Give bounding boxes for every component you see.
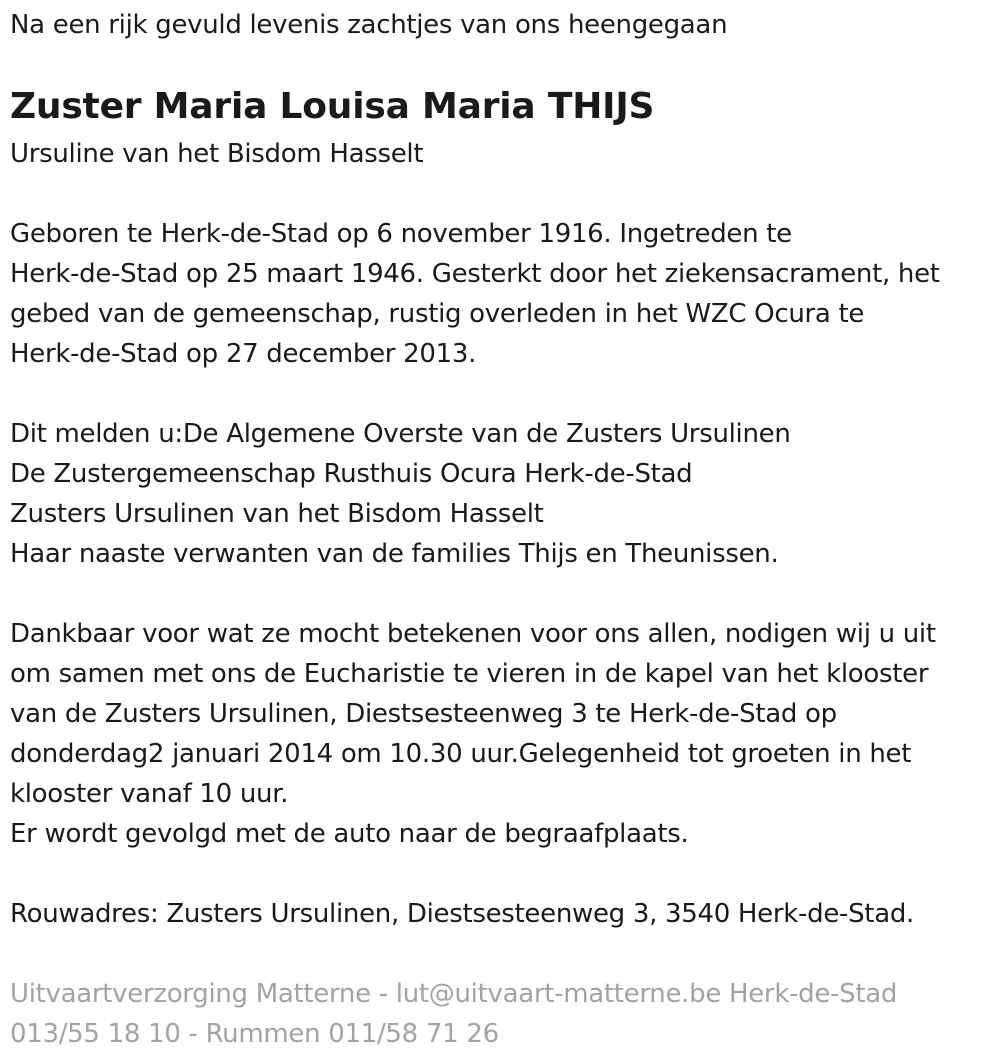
intro-text: Na een rijk gevuld levenis zachtjes van ons heengegaan [10, 10, 728, 40]
paragraph-line: om samen met ons de Eucharistie te vieren in de kapel van het klooster [10, 659, 929, 689]
footer-line: 013/55 18 10 - Rummen 011/58 71 26 [10, 1019, 499, 1049]
paragraph-line: van de Zusters Ursulinen, Diestsesteenweg 3 te Herk-de-Stad op [10, 699, 837, 729]
announcers-paragraph [10, 414, 791, 574]
paragraph-line: Herk-de-Stad op 27 december 2013. [10, 339, 477, 369]
paragraph-line: Dit melden u:De Algemene Overste van de Zusters Ursulinen [10, 419, 791, 449]
paragraph-line: klooster vanaf 10 uur. [10, 779, 289, 809]
paragraph-line: Er wordt gevolgd met de auto naar de begraafplaats. [10, 819, 689, 849]
deceased-name: Zuster Maria Louisa Maria THIJS [10, 86, 655, 127]
mourning-address [10, 894, 914, 934]
paragraph-line: Zusters Ursulinen van het Bisdom Hasselt [10, 499, 544, 529]
paragraph-line: gebed van de gemeenschap, rustig overleden in het WZC Ocura te [10, 299, 865, 329]
paragraph-line: Herk-de-Stad op 25 maart 1946. Gesterkt door het ziekensacrament, het [10, 259, 940, 289]
birth-death-paragraph [10, 214, 940, 374]
paragraph-line: De Zustergemeenschap Rusthuis Ocura Herk-de-Stad [10, 459, 693, 489]
service-paragraph [10, 614, 936, 854]
paragraph-line: Geboren te Herk-de-Stad op 6 november 1916. Ingetreden te [10, 219, 792, 249]
deceased-subtitle: Ursuline van het Bisdom Hasselt [10, 139, 424, 169]
footer-line: Uitvaartverzorging Matterne - lut@uitvaart-matterne.be Herk-de-Stad [10, 979, 898, 1009]
address-line: Rouwadres: Zusters Ursulinen, Diestsesteenweg 3, 3540 Herk-de-Stad. [10, 899, 914, 929]
paragraph-line: Haar naaste verwanten van de families Thijs en Theunissen. [10, 539, 779, 569]
funeral-director-footer [10, 974, 897, 1054]
paragraph-line: donderdag2 januari 2014 om 10.30 uur.Gelegenheid tot groeten in het [10, 739, 912, 769]
paragraph-line: Dankbaar voor wat ze mocht betekenen voor ons allen, nodigen wij u uit [10, 619, 936, 649]
